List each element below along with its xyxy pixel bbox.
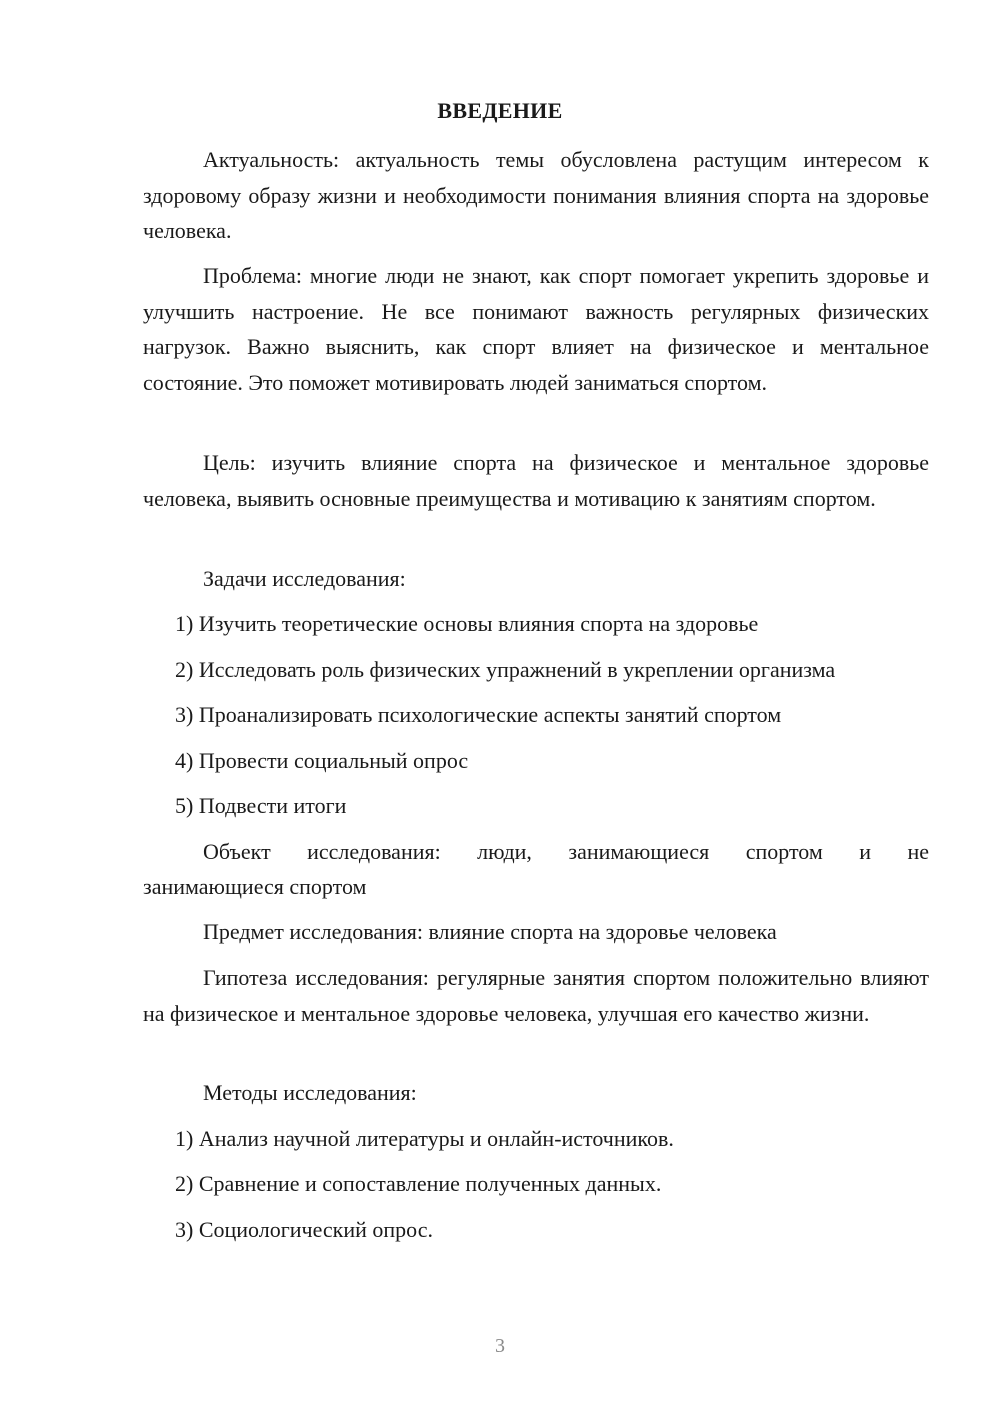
hypothesis-paragraph: Гипотеза исследования: регулярные занятия спортом положительно влияют на физическое и ментальное здоровье человека, улучшая его качество жизни. (143, 965, 929, 1026)
goal-paragraph: Цель: изучить влияние спорта на физическое и ментальное здоровье человека, выявить основные преимущества и мотивацию к занятиям спортом. (143, 450, 929, 511)
page-number: 3 (495, 1335, 505, 1357)
tasks-list-item: 4) Провести социальный опрос (175, 748, 469, 773)
methods-list-item: 1) Анализ научной литературы и онлайн-источников. (175, 1126, 674, 1151)
methods-list-item: 2) Сравнение и сопоставление полученных данных. (175, 1171, 662, 1196)
tasks-list-item: 3) Проанализировать психологические аспекты занятий спортом (175, 702, 782, 727)
subject-paragraph: Предмет исследования: влияние спорта на здоровье человека (203, 919, 777, 944)
methods-list-item: 3) Социологический опрос. (175, 1217, 433, 1242)
tasks-list-item: 1) Изучить теоретические основы влияния спорта на здоровье (175, 611, 759, 636)
tasks-list-item: 2) Исследовать роль физических упражнений в укреплении организма (175, 657, 836, 682)
relevance-paragraph: Актуальность: актуальность темы обусловлена растущим интересом к здоровому образу жизни и необходимости понимания влияния спорта на здоровье человека. (143, 147, 929, 243)
object-paragraph: Объект исследования: люди, занимающиеся спортом и не (203, 839, 929, 864)
tasks-list-item: 5) Подвести итоги (175, 793, 347, 818)
tasks-title: Задачи исследования: (203, 566, 406, 591)
problem-paragraph: Проблема: многие люди не знают, как спорт помогает укрепить здоровье и улучшить настроение. Не все понимают важность регулярных физических нагрузок. Важно выяснить, как спорт влияет на физическое и ментальное состояние. Это поможет мотивировать людей заниматься спортом. (143, 263, 929, 395)
page-heading: ВВЕДЕНИЕ (437, 98, 563, 123)
methods-title: Методы исследования: (203, 1080, 417, 1105)
object-paragraph-continuation: занимающиеся спортом (143, 874, 367, 899)
